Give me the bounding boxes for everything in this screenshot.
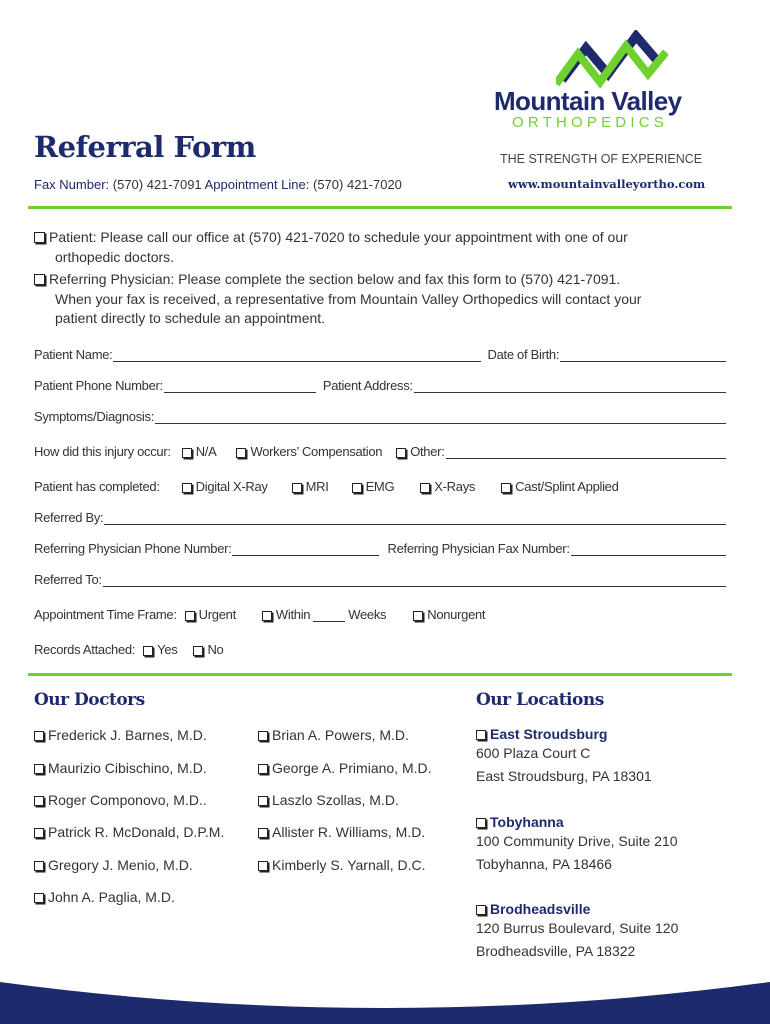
top-divider <box>28 206 732 209</box>
location-tobyhanna: Tobyhanna 100 Community Drive, Suite 210 Tobyhanna, PA 18466 <box>476 814 678 872</box>
checkbox-icon[interactable] <box>352 483 362 493</box>
appointment-value: (570) 421-7020 <box>313 177 402 192</box>
records-no[interactable]: No <box>193 642 223 657</box>
page-title: Referral Form <box>34 130 256 164</box>
injury-row <box>34 444 726 459</box>
checkbox-icon[interactable] <box>258 861 268 871</box>
referred-by-row <box>34 510 726 525</box>
injury-label: How did this injury occur: <box>34 444 171 459</box>
checkbox-icon[interactable] <box>34 764 44 774</box>
checkbox-icon[interactable] <box>34 828 44 838</box>
checkbox-icon[interactable] <box>258 828 268 838</box>
checkbox-icon[interactable] <box>143 646 153 656</box>
referred-by-field[interactable] <box>104 513 726 525</box>
mountain-logo-icon <box>556 30 668 88</box>
phone-field[interactable] <box>164 381 316 393</box>
checkbox-icon[interactable] <box>292 483 302 493</box>
doctor-item: Patrick R. McDonald, D.P.M. <box>34 824 224 840</box>
checkbox-icon[interactable] <box>258 796 268 806</box>
injury-option-na[interactable]: N/A <box>182 444 217 459</box>
doctor-item: Gregory J. Menio, M.D. <box>34 857 193 873</box>
fax-value: (570) 421-7091 <box>112 177 202 192</box>
records-row <box>34 642 726 657</box>
phone-label: Patient Phone Number: <box>34 378 163 393</box>
physician-instruction: Referring Physician: Please complete the section below and fax this form to (570) 421-7091. When your fax is received, a representative from Mountain Valley Orthopedics will contact your patient directly to schedule an appointment. <box>34 270 641 329</box>
patient-instruction: Patient: Please call our office at (570) 421-7020 to schedule your appointment with one of our orthopedic doctors. <box>34 228 628 267</box>
tagline: THE STRENGTH OF EXPERIENCE <box>500 152 703 166</box>
checkbox-icon[interactable] <box>396 448 406 458</box>
doctor-item: Maurizio Cibischino, M.D. <box>34 760 207 776</box>
doctor-item: Brian A. Powers, M.D. <box>258 727 409 743</box>
doctor-item: Kimberly S. Yarnall, D.C. <box>258 857 426 873</box>
patient-name-row <box>34 347 726 362</box>
footer-wave <box>0 978 770 1024</box>
records-label: Records Attached: <box>34 642 136 657</box>
checkbox-icon[interactable] <box>34 731 44 741</box>
checkbox-icon[interactable] <box>413 611 423 621</box>
brand-subtitle: ORTHOPEDICS <box>512 114 668 131</box>
doctor-item: George A. Primiano, M.D. <box>258 760 432 776</box>
brand-name: Mountain Valley <box>494 86 682 116</box>
checkbox-icon[interactable] <box>34 796 44 806</box>
contact-line <box>34 177 402 192</box>
appointment-label: Appointment Line: <box>204 177 310 192</box>
checkbox-icon[interactable] <box>420 483 430 493</box>
ref-phone-field[interactable] <box>232 544 379 556</box>
doctor-item: Laszlo Szollas, M.D. <box>258 792 399 808</box>
symptoms-label: Symptoms/Diagnosis: <box>34 409 155 424</box>
completed-option-digital-xray[interactable]: Digital X-Ray <box>182 479 268 494</box>
completed-option-mri[interactable]: MRI <box>292 479 329 494</box>
dob-field[interactable] <box>560 350 726 362</box>
checkbox-icon[interactable] <box>258 764 268 774</box>
checkbox-icon[interactable] <box>34 893 44 903</box>
injury-option-other[interactable]: Other: <box>396 444 444 459</box>
referred-to-field[interactable] <box>103 575 726 587</box>
checkbox-icon[interactable] <box>258 731 268 741</box>
completed-option-xrays[interactable]: X-Rays <box>420 479 475 494</box>
checkbox-icon[interactable] <box>34 274 45 285</box>
referred-by-label: Referred By: <box>34 510 104 525</box>
referred-to-row <box>34 572 726 587</box>
completed-option-emg[interactable]: EMG <box>352 479 395 494</box>
timeframe-row <box>34 607 726 622</box>
checkbox-icon[interactable] <box>182 483 192 493</box>
middle-divider <box>28 673 732 676</box>
address-field[interactable] <box>414 381 726 393</box>
website-link[interactable]: www.mountainvalleyortho.com <box>508 177 706 191</box>
ref-phone-label: Referring Physician Phone Number: <box>34 541 232 556</box>
records-yes[interactable]: Yes <box>143 642 177 657</box>
checkbox-icon[interactable] <box>193 646 203 656</box>
doctors-heading: Our Doctors <box>34 690 145 710</box>
injury-option-workers-comp[interactable]: Workers’ Compensation <box>236 444 382 459</box>
checkbox-icon[interactable] <box>182 448 192 458</box>
weeks-field[interactable] <box>313 610 345 622</box>
checkbox-icon[interactable] <box>185 611 195 621</box>
checkbox-icon[interactable] <box>34 861 44 871</box>
completed-row <box>34 479 726 494</box>
checkbox-icon[interactable] <box>236 448 246 458</box>
ref-fax-field[interactable] <box>571 544 726 556</box>
weeks-label: Weeks <box>348 607 387 622</box>
doctor-item: Allister R. Williams, M.D. <box>258 824 425 840</box>
checkbox-icon[interactable] <box>476 905 486 915</box>
checkbox-icon[interactable] <box>476 730 486 740</box>
timeframe-urgent[interactable]: Urgent <box>185 607 236 622</box>
location-east-stroudsburg: East Stroudsburg 600 Plaza Court C East Stroudsburg, PA 18301 <box>476 726 652 784</box>
location-brodheadsville: Brodheadsville 120 Burrus Boulevard, Suite 120 Brodheadsville, PA 18322 <box>476 901 679 959</box>
timeframe-label: Appointment Time Frame: <box>34 607 177 622</box>
checkbox-icon[interactable] <box>501 483 511 493</box>
checkbox-icon[interactable] <box>476 818 486 828</box>
dob-label: Date of Birth: <box>487 347 560 362</box>
fax-label: Fax Number: <box>34 177 110 192</box>
locations-heading: Our Locations <box>476 690 604 710</box>
completed-option-cast-splint[interactable]: Cast/Splint Applied <box>501 479 618 494</box>
doctor-item: Roger Componovo, M.D.. <box>34 792 207 808</box>
doctor-item: Frederick J. Barnes, M.D. <box>34 727 207 743</box>
completed-label: Patient has completed: <box>34 479 160 494</box>
patient-name-label: Patient Name: <box>34 347 113 362</box>
referring-phone-row <box>34 541 726 556</box>
patient-name-field[interactable] <box>113 350 481 362</box>
address-label: Patient Address: <box>322 378 413 393</box>
doctor-item: John A. Paglia, M.D. <box>34 889 175 905</box>
timeframe-nonurgent[interactable]: Nonurgent <box>413 607 485 622</box>
referred-to-label: Referred To: <box>34 572 102 587</box>
checkbox-icon[interactable] <box>34 232 45 243</box>
timeframe-within[interactable]: Within <box>262 607 310 622</box>
symptoms-row <box>34 409 726 424</box>
ref-fax-label: Referring Physician Fax Number: <box>387 541 570 556</box>
symptoms-field[interactable] <box>155 412 726 424</box>
patient-phone-row <box>34 378 726 393</box>
checkbox-icon[interactable] <box>262 611 272 621</box>
injury-other-field[interactable] <box>446 447 726 459</box>
